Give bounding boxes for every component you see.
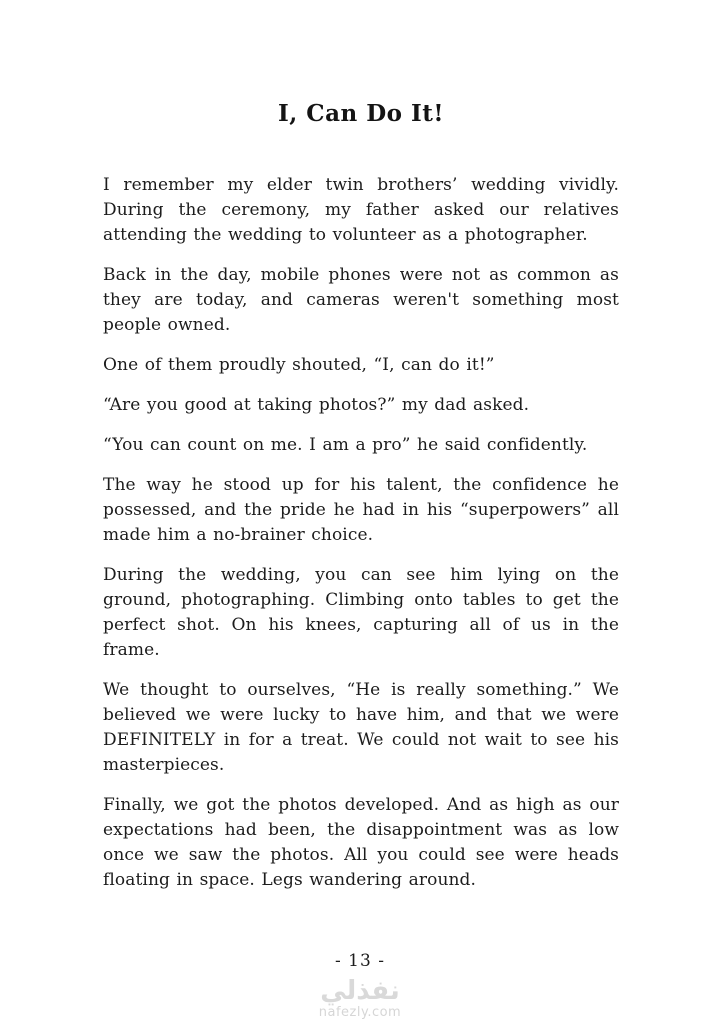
paragraph: The way he stood up for his talent, the confidence he possessed, and the pride he had in his “superpowers” all made him a no-brainer choice. bbox=[103, 475, 619, 545]
paragraph: Back in the day, mobile phones were not as common as they are today, and cameras weren't something most people owned. bbox=[103, 265, 619, 335]
paragraph: “Are you good at taking photos?” my dad asked. bbox=[103, 395, 530, 415]
watermark-site-url: nafezly.com bbox=[318, 1005, 402, 1020]
paragraph: “You can count on me. I am a pro” he said confidently. bbox=[103, 435, 588, 455]
paragraph: Finally, we got the photos developed. And as high as our expectations had been, the disappointment was as low once we saw the photos. All you could see were heads floating in space. Legs wandering around. bbox=[103, 795, 619, 890]
page-content bbox=[103, 0, 619, 908]
paragraph: One of them proudly shouted, “I, can do it!” bbox=[103, 355, 495, 375]
watermark-logo-arabic: نفذلي bbox=[320, 976, 400, 1006]
page-number: - 13 - bbox=[335, 951, 385, 971]
paragraph: I remember my elder twin brothers’ wedding vividly. During the ceremony, my father asked our relatives attending the wedding to volunteer as a photographer. bbox=[103, 175, 619, 245]
page-title: I, Can Do It! bbox=[278, 100, 444, 127]
watermark bbox=[0, 977, 720, 1020]
paragraph: We thought to ourselves, “He is really something.” We believed we were lucky to have him, and that we were DEFINITELY in for a treat. We could not wait to see his masterpieces. bbox=[103, 680, 619, 775]
paragraph: During the wedding, you can see him lying on the ground, photographing. Climbing onto tables to get the perfect shot. On his knees, capturing all of us in the frame. bbox=[103, 565, 619, 660]
